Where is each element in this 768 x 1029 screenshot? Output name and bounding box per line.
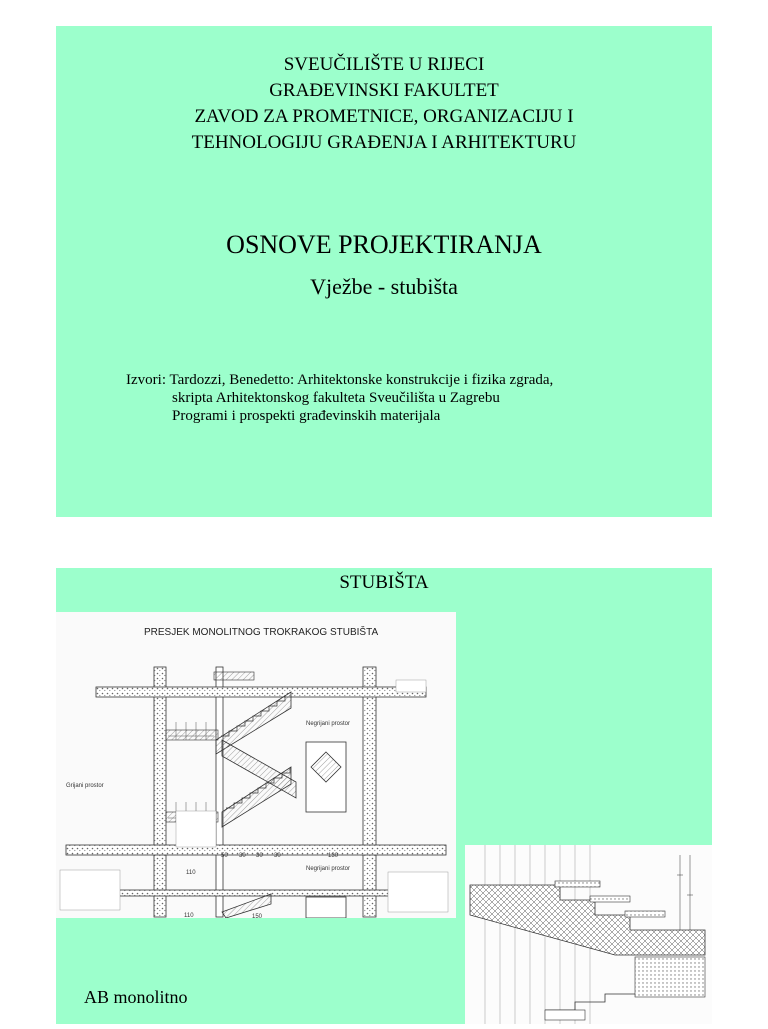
stair-detail-svg: [465, 845, 712, 1024]
dim-150: 150: [252, 914, 263, 918]
header-line-department-2: TEHNOLOGIJU GRAĐENJA I ARHITEKTURU: [191, 132, 577, 153]
right-wall: [363, 667, 376, 917]
slide-caption: AB monolitno: [84, 987, 188, 1007]
dim-30-b: 30: [256, 853, 263, 859]
dim-110: 110: [186, 870, 196, 876]
header-line-faculty: GRAĐEVINSKI FAKULTET: [269, 80, 499, 101]
source-line-1: Izvori: Tardozzi, Benedetto: Arhitektonske konstrukcije i fizika zgrada,: [126, 372, 554, 388]
label-unheated-space-2: Negrijani prostor: [306, 866, 351, 872]
dim-130: 130: [328, 853, 339, 859]
institution-header: [56, 52, 712, 156]
drawing-title: PRESJEK MONOLITNOG TROKRAKOG STUBIŠTA: [144, 627, 379, 638]
stair-detail-drawing: [465, 845, 712, 1024]
stair-slab: [470, 885, 705, 955]
left-wall: [154, 667, 166, 917]
dim-110-b: 110: [184, 913, 194, 918]
course-subtitle: Vježbe - stubišta: [310, 274, 458, 299]
header-line-university: SVEUČILIŠTE U RIJECI: [283, 54, 485, 75]
label-heated-space: Grijani prostor: [66, 783, 104, 789]
source-line-3: Programi i prospekti građevinskih materijala: [172, 408, 441, 424]
header-line-department-1: ZAVOD ZA PROMETNICE, ORGANIZACIJU I: [194, 106, 574, 127]
source-line-2: skripta Arhitektonskog fakulteta Sveučilišta u Zagrebu: [172, 390, 500, 406]
label-unheated-space-1: Negrijani prostor: [306, 721, 351, 727]
stair-section-drawing: [56, 612, 456, 918]
sources-block: [126, 371, 553, 425]
dim-30-a: 30: [239, 853, 246, 859]
stair-section-svg: [56, 612, 456, 918]
slab-top: [96, 687, 426, 697]
dim-30-c: 30: [274, 853, 281, 859]
slide-title: STUBIŠTA: [339, 572, 429, 593]
inner-wall: [216, 667, 223, 917]
course-title: OSNOVE PROJEKTIRANJA: [226, 230, 542, 259]
title-slide: [56, 26, 712, 517]
dim-50: 50: [221, 853, 228, 859]
